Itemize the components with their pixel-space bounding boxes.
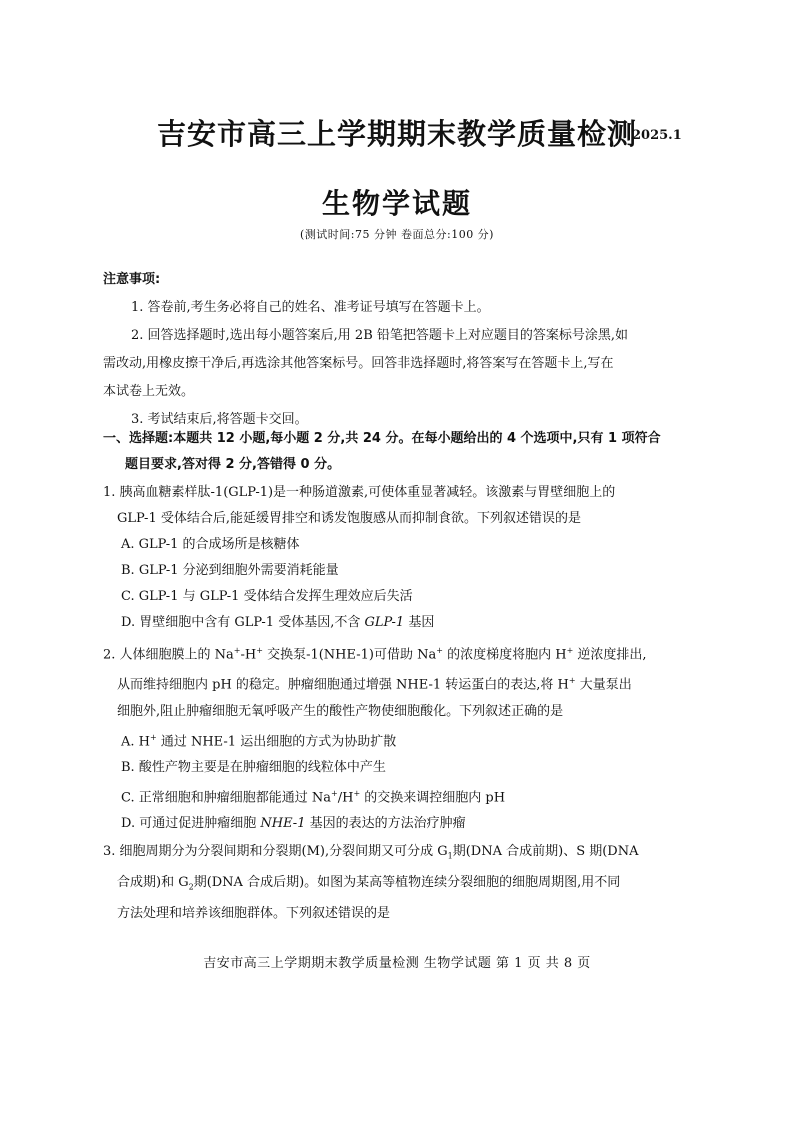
q2-l2b: 大量泵出 [575, 677, 632, 693]
q1-option-c: C. GLP-1 与 GLP-1 受体结合发挥生理效应后失活 [121, 589, 413, 604]
q1-option-d-pre: D. 胃壁细胞中含有 GLP-1 受体基因,不含 [121, 615, 365, 630]
sup-plus: + [150, 732, 157, 742]
note-item-3: 3. 考试结束后,将答题卡交回。 [131, 412, 308, 427]
q3-stem-line3: 方法处理和培养该细胞群体。下列叙述错误的是 [117, 905, 391, 921]
q2-optC-c: 的交换来调控细胞内 pH [360, 790, 506, 806]
question-1 [103, 480, 699, 636]
q1-stem-line1: 1. 胰高血糖素样肽-1(GLP-1)是一种肠道激素,可使体重显著减轻。该激素与胃壁细胞上的 [103, 485, 616, 500]
q2-stem-line2 [103, 668, 699, 698]
page-footer: 吉安市高三上学期期末教学质量检测 生物学试题 第 1 页 共 8 页 [203, 956, 591, 971]
sub-1: 1 [447, 851, 453, 861]
q2-optA-b: 通过 NHE-1 运出细胞的方式为协助扩散 [156, 733, 397, 749]
note-item-1: 1. 答卷前,考生务必将自己的姓名、准考证号填写在答题卡上。 [131, 300, 490, 315]
q2-optC-b: /H [337, 790, 354, 806]
exam-title: 吉安市高三上学期期末教学质量检测 [156, 117, 637, 151]
sup-plus: + [256, 646, 263, 655]
question-2 [103, 638, 699, 837]
sup-plus: + [331, 788, 338, 798]
q2-option-c [103, 781, 699, 811]
exam-meta: (测试时间:75 分钟 卷面总分:100 分) [300, 228, 494, 241]
q3-l2a: 合成期)和 G [117, 874, 189, 890]
question-3 [103, 839, 699, 926]
q2-stem-line3: 细胞外,阻止肿瘤细胞无氧呼吸产生的酸性产物使细胞酸化。下列叙述正确的是 [117, 703, 564, 719]
note-item-2-cont2: 本试卷上无效。 [103, 384, 195, 399]
q3-l1a: 3. 细胞周期分为分裂间期和分裂期(M),分裂间期又可分成 G [103, 844, 448, 860]
q1-option-a: A. GLP-1 的合成场所是核糖体 [121, 537, 300, 552]
section-choice [103, 426, 699, 927]
q2-l1b: -H [240, 647, 257, 663]
q2-optD-pre: D. 可通过促进肿瘤细胞 [121, 816, 261, 832]
q2-l1d: 的浓度梯度将胞内 H [442, 647, 567, 663]
q2-optA-a: A. H [121, 733, 150, 749]
q2-optD-gene: NHE-1 [260, 816, 306, 832]
sup-plus: + [568, 676, 576, 686]
notes-block [103, 266, 699, 434]
sup-plus: + [566, 646, 574, 655]
q3-stem-line2 [103, 870, 699, 901]
q3-l2b: 期(DNA 合成后期)。如图为某高等植物连续分裂细胞的细胞周期图,用不同 [193, 874, 621, 890]
q3-l1b: 期(DNA 合成前期)、S 期(DNA [452, 844, 639, 860]
sub-2: 2 [188, 882, 194, 892]
q2-l1e: 逆浓度排出, [573, 647, 647, 663]
q2-option-a [103, 725, 699, 755]
q1-option-d [103, 610, 699, 636]
subject-title: 生物学试题 [321, 187, 472, 220]
q2-optC-a: C. 正常细胞和肿瘤细胞都能通过 Na [121, 790, 332, 806]
q2-option-d [103, 811, 699, 837]
q2-l1c: 交换泵-1(NHE-1)可借助 Na [262, 647, 437, 663]
section-heading-line1: 一、选择题:本题共 12 小题,每小题 2 分,共 24 分。在每小题给出的 4 个选项中,只有 1 项符合 [103, 431, 661, 446]
q1-stem-line2: GLP-1 受体结合后,能延缓胃排空和诱发饱腹感从而抑制食欲。下列叙述错误的是 [117, 511, 581, 526]
q1-option-b: B. GLP-1 分泌到细胞外需要消耗能量 [121, 563, 339, 578]
q2-option-b: B. 酸性产物主要是在肿瘤细胞的线粒体中产生 [121, 759, 386, 775]
q2-l2a: 从而维持细胞内 pH 的稳定。肿瘤细胞通过增强 NHE-1 转运蛋白的表达,将 H [117, 677, 569, 693]
exam-date: 2025.1 [632, 128, 682, 143]
q2-l1a: 2. 人体细胞膜上的 Na [103, 647, 234, 663]
q1-option-d-post: 基因 [404, 615, 435, 630]
section-heading-line2: 题目要求,答对得 2 分,答错得 0 分。 [125, 457, 341, 472]
note-item-2: 2. 回答选择题时,选出每小题答案后,用 2B 铅笔把答题卡上对应题目的答案标号涂黑,如 [131, 328, 629, 343]
notes-title: 注意事项: [103, 272, 161, 287]
q2-optD-post: 基因的表达的方法治疗肿瘤 [305, 816, 466, 832]
note-item-2-cont: 需改动,用橡皮擦干净后,再选涂其他答案标号。回答非选择题时,将答案写在答题卡上,写在 [103, 356, 614, 371]
sup-plus: + [233, 646, 241, 655]
section-heading [103, 426, 699, 478]
q2-stem-line1 [103, 638, 699, 668]
sup-plus: + [436, 646, 443, 655]
sup-plus: + [353, 788, 361, 798]
q3-stem-line1 [103, 839, 699, 870]
q1-option-d-gene: GLP-1 [364, 615, 405, 630]
